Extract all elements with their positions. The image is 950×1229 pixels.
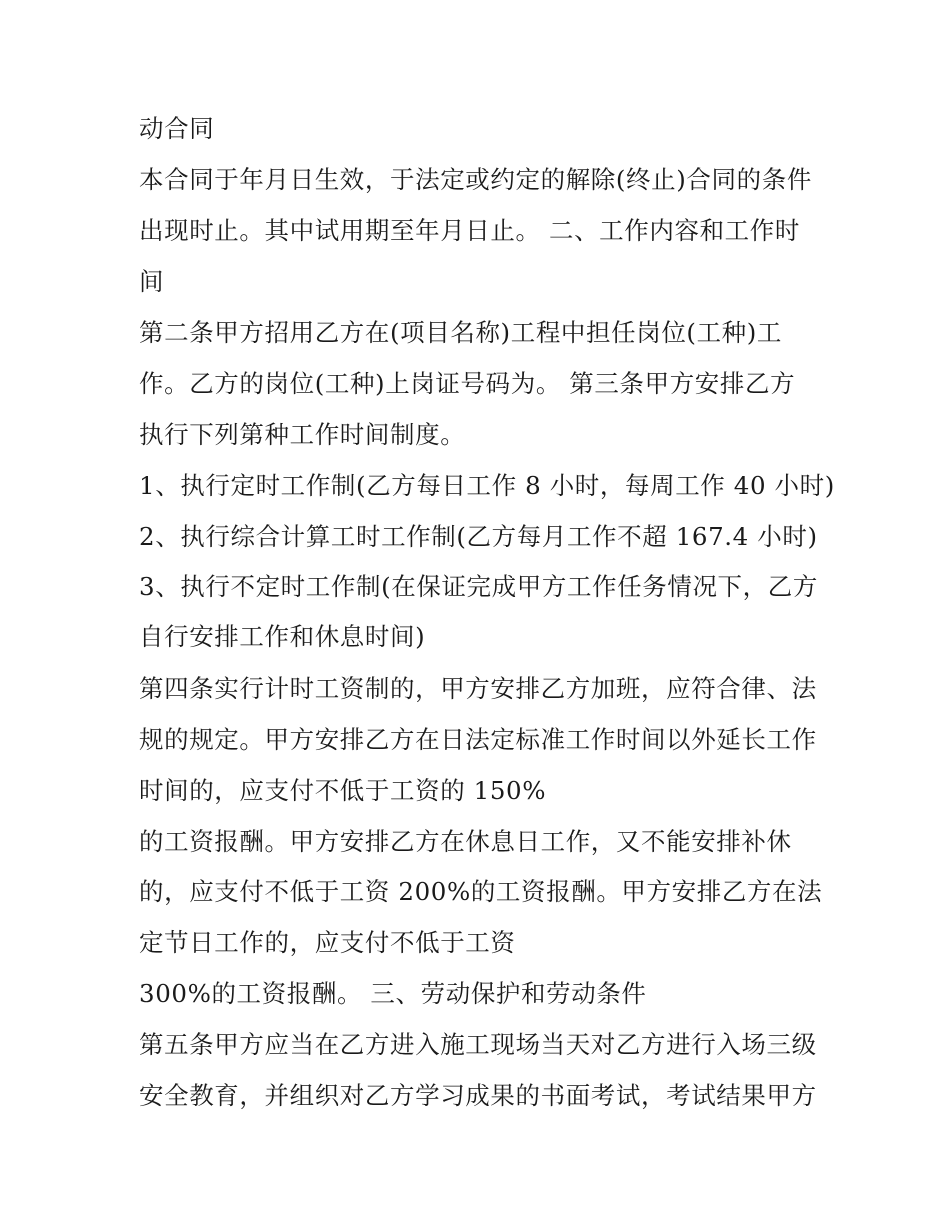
text-line: 的，应支付不低于工资 200%的工资报酬。甲方安排乙方在法 bbox=[139, 877, 823, 906]
text-line: 定节日工作的，应支付不低于工资 bbox=[139, 928, 516, 957]
text-line: 规的规定。甲方安排乙方在日法定标准工作时间以外延长工作 bbox=[139, 725, 817, 754]
text-line: 执行下列第种工作时间制度。 bbox=[139, 420, 466, 449]
text-line: 第五条甲方应当在乙方进入施工现场当天对乙方进行入场三级 bbox=[139, 1030, 817, 1059]
text-line: 出现时止。其中试用期至年月日止。 二、工作内容和工作时 bbox=[139, 216, 800, 245]
text-line: 动合同 bbox=[139, 114, 215, 143]
text-line: 时间的，应支付不低于工资的 150% bbox=[139, 776, 547, 805]
text-line: 安全教育，并组织对乙方学习成果的书面考试，考试结果甲方 bbox=[139, 1081, 817, 1110]
text-line: 300%的工资报酬。 三、劳动保护和劳动条件 bbox=[139, 979, 647, 1008]
text-line: 作。乙方的岗位(工种)上岗证号码为。 第三条甲方安排乙方 bbox=[139, 369, 796, 398]
text-line: 1、执行定时工作制(乙方每日工作 8 小时，每周工作 40 小时) bbox=[139, 471, 835, 500]
text-line: 第四条实行计时工资制的，甲方安排乙方加班，应符合律、法 bbox=[139, 674, 817, 703]
text-line: 本合同于年月日生效，于法定或约定的解除(终止)合同的条件 bbox=[139, 165, 812, 194]
text-line: 2、执行综合计算工时工作制(乙方每月工作不超 167.4 小时) bbox=[139, 522, 818, 551]
text-line: 的工资报酬。甲方安排乙方在休息日工作，又不能安排补休 bbox=[139, 827, 792, 856]
text-line: 间 bbox=[139, 267, 165, 296]
text-line: 3、执行不定时工作制(在保证完成甲方工作任务情况下，乙方 bbox=[139, 572, 818, 601]
text-line: 自行安排工作和休息时间) bbox=[139, 622, 426, 651]
text-line: 第二条甲方招用乙方在(项目名称)工程中担任岗位(工种)工 bbox=[139, 318, 783, 347]
